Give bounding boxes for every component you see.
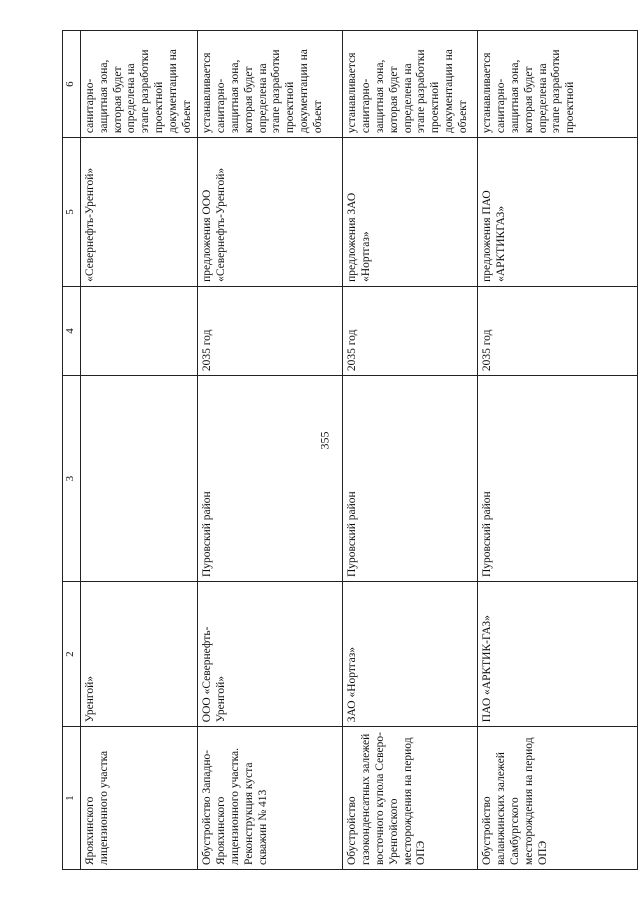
location-cell: Пуровский район <box>478 376 638 582</box>
rotated-table <box>62 30 615 870</box>
basis-cell: предложения ООО «Севернефть-Уренгой» <box>198 138 343 287</box>
column-header: 3 <box>63 376 81 582</box>
column-header: 6 <box>63 31 81 138</box>
location-cell <box>81 376 198 582</box>
table-row <box>81 31 198 870</box>
zone-cell: санитарно-защитная зона, которая будет определена на этапе разработки проектной документации на объект <box>81 31 198 138</box>
object-name-cell: Обустройство Западно-Ярояхинского лицензионного участка. Реконструкция куста скважин № 413 <box>198 727 343 870</box>
objects-table <box>62 30 638 870</box>
organization-cell: ООО «Севернефть-Уренгой» <box>198 582 343 727</box>
basis-cell: «Севернефть-Уренгой» <box>81 138 198 287</box>
column-header: 4 <box>63 286 81 375</box>
deadline-cell: 2035 год <box>198 286 343 375</box>
column-header: 1 <box>63 727 81 870</box>
organization-cell: ЗАО «Нортгаз» <box>343 582 478 727</box>
header-row <box>63 31 81 870</box>
zone-cell: устанавливается санитарно-защитная зона, которая будет определена на этапе разработки проектной документации на объект <box>343 31 478 138</box>
page-number: 355 <box>317 431 332 450</box>
table-container <box>62 30 615 870</box>
object-name-cell: Обустройство валанжинских залежей Самбургского месторождения на период ОПЭ <box>478 727 638 870</box>
column-header: 2 <box>63 582 81 727</box>
location-cell: Пуровский район <box>343 376 478 582</box>
location-cell: Пуровский район <box>198 376 343 582</box>
zone-cell: устанавливается санитарно-защитная зона, которая будет определена на этапе разработки проектной <box>478 31 638 138</box>
column-header: 5 <box>63 138 81 287</box>
deadline-cell: 2035 год <box>343 286 478 375</box>
zone-cell: устанавливается санитарно-защитная зона, которая будет определена на этапе разработки проектной документации на объект <box>198 31 343 138</box>
basis-cell: предложения ПАО «АРКТИКГАЗ» <box>478 138 638 287</box>
object-name-cell: Обустройство газоконденсатных залежей восточного купола Северо-Уренгойского месторождения на период ОПЭ <box>343 727 478 870</box>
table-row <box>478 31 638 870</box>
basis-cell: предложения ЗАО «Нортгаз» <box>343 138 478 287</box>
organization-cell: ПАО «АРКТИК-ГАЗ» <box>478 582 638 727</box>
organization-cell: Уренгой» <box>81 582 198 727</box>
table-row <box>198 31 343 870</box>
deadline-cell <box>81 286 198 375</box>
table-row <box>343 31 478 870</box>
object-name-cell: Ярояхинского лицензионного участка <box>81 727 198 870</box>
deadline-cell: 2035 год <box>478 286 638 375</box>
